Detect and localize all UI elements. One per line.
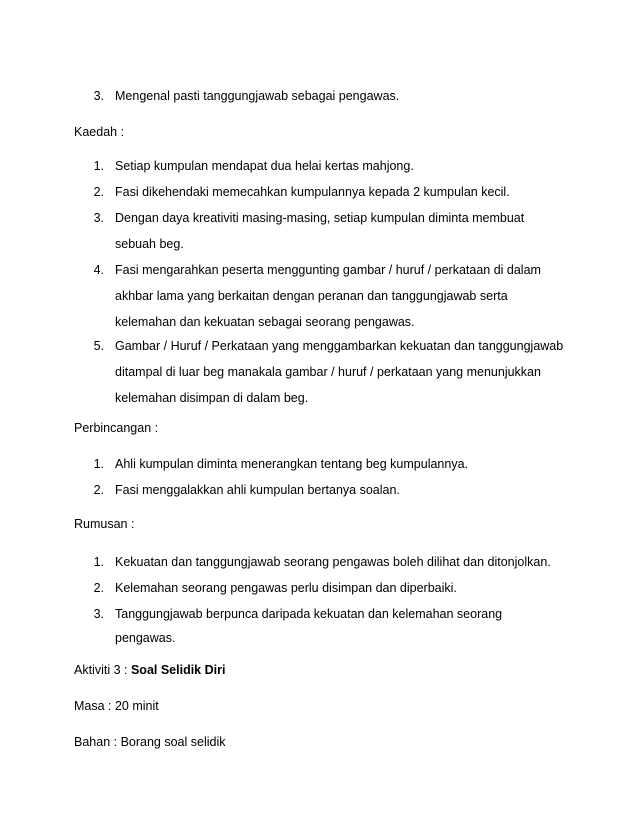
duration-text: Masa : 20 minit bbox=[74, 699, 159, 713]
section-heading-rumusan: Rumusan : bbox=[74, 517, 135, 531]
list-text: pengawas. bbox=[115, 631, 176, 645]
list-text: Fasi dikehendaki memecahkan kumpulannya kepada 2 kumpulan kecil. bbox=[115, 185, 510, 199]
activity-label: Aktiviti 3 : bbox=[74, 663, 131, 677]
list-text: sebuah beg. bbox=[115, 237, 184, 251]
list-text: Ahli kumpulan diminta menerangkan tentang beg kumpulannya. bbox=[115, 457, 469, 471]
list-text: Mengenal pasti tanggungjawab sebagai pengawas. bbox=[115, 89, 400, 103]
list-number: 1. bbox=[93, 159, 104, 173]
section-heading-perbincangan: Perbincangan : bbox=[74, 421, 159, 435]
list-text: kelemahan disimpan di dalam beg. bbox=[115, 391, 309, 405]
list-number: 1. bbox=[93, 457, 104, 471]
list-text: akhbar lama yang berkaitan dengan peranan dan tanggungjawab serta bbox=[115, 289, 508, 303]
list-text: Fasi mengarahkan peserta menggunting gambar / huruf / perkataan di dalam bbox=[115, 263, 541, 277]
list-text: Setiap kumpulan mendapat dua helai kertas mahjong. bbox=[115, 159, 414, 173]
list-text: Dengan daya kreativiti masing-masing, setiap kumpulan diminta membuat bbox=[115, 211, 525, 225]
activity-heading bbox=[74, 662, 225, 678]
list-number: 2. bbox=[93, 581, 104, 595]
list-text: Tanggungjawab berpunca daripada kekuatan dan kelemahan seorang bbox=[115, 607, 503, 621]
list-number: 2. bbox=[93, 483, 104, 497]
list-text: Gambar / Huruf / Perkataan yang menggambarkan kekuatan dan tanggungjawab bbox=[115, 339, 564, 353]
list-number: 1. bbox=[93, 555, 104, 569]
list-number: 3. bbox=[93, 89, 104, 103]
list-number: 3. bbox=[93, 211, 104, 225]
list-number: 3. bbox=[93, 607, 104, 621]
list-text: Kelemahan seorang pengawas perlu disimpan dan diperbaiki. bbox=[115, 581, 457, 595]
list-number: 4. bbox=[93, 263, 104, 277]
list-text: Kekuatan dan tanggungjawab seorang pengawas boleh dilihat dan ditonjolkan. bbox=[115, 555, 551, 569]
list-text: ditampal di luar beg manakala gambar / huruf / perkataan yang menunjukkan bbox=[115, 365, 541, 379]
list-number: 5. bbox=[93, 339, 104, 353]
list-text: kelemahan dan kekuatan sebagai seorang pengawas. bbox=[115, 315, 415, 329]
activity-title: Soal Selidik Diri bbox=[130, 663, 226, 677]
section-heading-kaedah: Kaedah : bbox=[74, 125, 125, 139]
materials-text: Bahan : Borang soal selidik bbox=[74, 735, 226, 749]
list-number: 2. bbox=[93, 185, 104, 199]
list-text: Fasi menggalakkan ahli kumpulan bertanya soalan. bbox=[115, 483, 400, 497]
